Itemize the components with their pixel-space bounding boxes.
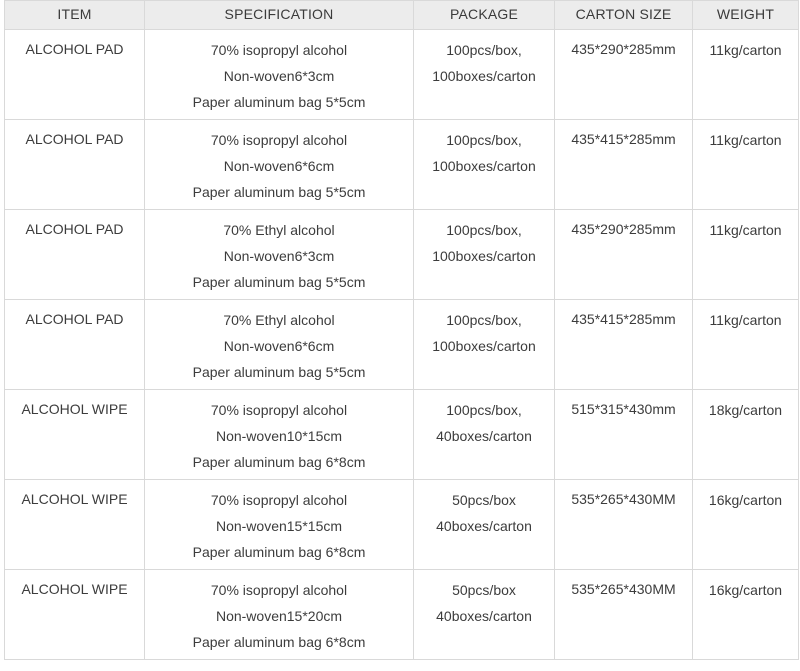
weight-value: 16kg/carton (708, 582, 783, 598)
package-line: 40boxes/carton (436, 608, 532, 624)
item-cell: ALCOHOL PAD (5, 300, 145, 390)
specification-line: Paper aluminum bag 5*5cm (192, 274, 366, 290)
package-line: 50pcs/box (452, 582, 516, 598)
weight-value: 11kg/carton (709, 312, 782, 328)
specification-line: 70% isopropyl alcohol (210, 132, 348, 148)
specification-line: 70% Ethyl alcohol (223, 222, 335, 238)
specification-line: Paper aluminum bag 6*8cm (192, 634, 366, 650)
package-cell (414, 570, 555, 660)
package-line: 40boxes/carton (436, 518, 532, 534)
table-row (5, 210, 799, 300)
specification-line: Non-woven6*6cm (223, 158, 335, 174)
item-cell: ALCOHOL PAD (5, 120, 145, 210)
table-row (5, 30, 799, 120)
carton-size-cell: 535*265*430MM (555, 480, 693, 570)
carton-size-cell: 435*290*285mm (555, 30, 693, 120)
product-spec-table (4, 0, 799, 660)
table-row (5, 390, 799, 480)
package-line: 100pcs/box, (446, 222, 522, 238)
specification-line: Paper aluminum bag 5*5cm (192, 184, 366, 200)
header-package: PACKAGE (414, 1, 555, 30)
specification-cell (145, 570, 414, 660)
specification-line: 70% Ethyl alcohol (223, 312, 335, 328)
carton-size-cell: 435*290*285mm (555, 210, 693, 300)
item-cell: ALCOHOL WIPE (5, 570, 145, 660)
package-line: 100boxes/carton (432, 338, 536, 354)
package-line: 50pcs/box (452, 492, 516, 508)
table-header-row (5, 1, 799, 30)
carton-size-cell: 515*315*430mm (555, 390, 693, 480)
package-line: 100pcs/box, (446, 42, 522, 58)
item-cell: ALCOHOL WIPE (5, 480, 145, 570)
table-row (5, 300, 799, 390)
weight-value: 16kg/carton (708, 492, 783, 508)
specification-line: Paper aluminum bag 5*5cm (192, 364, 366, 380)
item-cell: ALCOHOL PAD (5, 210, 145, 300)
weight-value: 18kg/carton (708, 402, 783, 418)
table-row (5, 120, 799, 210)
package-cell (414, 390, 555, 480)
package-line: 40boxes/carton (436, 428, 532, 444)
specification-cell (145, 210, 414, 300)
package-line: 100boxes/carton (432, 68, 536, 84)
weight-cell (693, 480, 799, 570)
specification-line: Non-woven6*3cm (223, 68, 335, 84)
package-line: 100boxes/carton (432, 158, 536, 174)
package-line: 100pcs/box, (446, 132, 522, 148)
item-cell: ALCOHOL WIPE (5, 390, 145, 480)
specification-line: Non-woven6*6cm (223, 338, 335, 354)
table-body (5, 30, 799, 660)
specification-line: 70% isopropyl alcohol (210, 402, 348, 418)
weight-value: 11kg/carton (709, 42, 782, 58)
item-cell: ALCOHOL PAD (5, 30, 145, 120)
specification-line: Non-woven15*15cm (215, 518, 343, 534)
package-cell (414, 120, 555, 210)
header-item: ITEM (5, 1, 145, 30)
weight-cell (693, 300, 799, 390)
package-cell (414, 30, 555, 120)
header-carton-size: CARTON SIZE (555, 1, 693, 30)
carton-size-cell: 435*415*285mm (555, 120, 693, 210)
specification-line: Paper aluminum bag 6*8cm (192, 454, 366, 470)
package-line: 100pcs/box, (446, 312, 522, 328)
weight-cell (693, 210, 799, 300)
header-weight: WEIGHT (693, 1, 799, 30)
package-cell (414, 300, 555, 390)
specification-line: Paper aluminum bag 6*8cm (192, 544, 366, 560)
specification-line: Non-woven15*20cm (215, 608, 343, 624)
carton-size-cell: 435*415*285mm (555, 300, 693, 390)
weight-cell (693, 390, 799, 480)
package-line: 100boxes/carton (432, 248, 536, 264)
specification-line: Non-woven10*15cm (215, 428, 343, 444)
specification-line: 70% isopropyl alcohol (210, 42, 348, 58)
specification-cell (145, 120, 414, 210)
package-line: 100pcs/box, (446, 402, 522, 418)
weight-cell (693, 30, 799, 120)
specification-line: 70% isopropyl alcohol (210, 492, 348, 508)
weight-value: 11kg/carton (709, 222, 782, 238)
table-row (5, 480, 799, 570)
table-row (5, 570, 799, 660)
specification-cell (145, 300, 414, 390)
carton-size-cell: 535*265*430MM (555, 570, 693, 660)
header-specification: SPECIFICATION (145, 1, 414, 30)
specification-line: Paper aluminum bag 5*5cm (192, 94, 366, 110)
weight-cell (693, 120, 799, 210)
weight-cell (693, 570, 799, 660)
specification-line: 70% isopropyl alcohol (210, 582, 348, 598)
specification-cell (145, 30, 414, 120)
specification-line: Non-woven6*3cm (223, 248, 335, 264)
specification-cell (145, 480, 414, 570)
package-cell (414, 480, 555, 570)
specification-cell (145, 390, 414, 480)
weight-value: 11kg/carton (709, 132, 782, 148)
package-cell (414, 210, 555, 300)
